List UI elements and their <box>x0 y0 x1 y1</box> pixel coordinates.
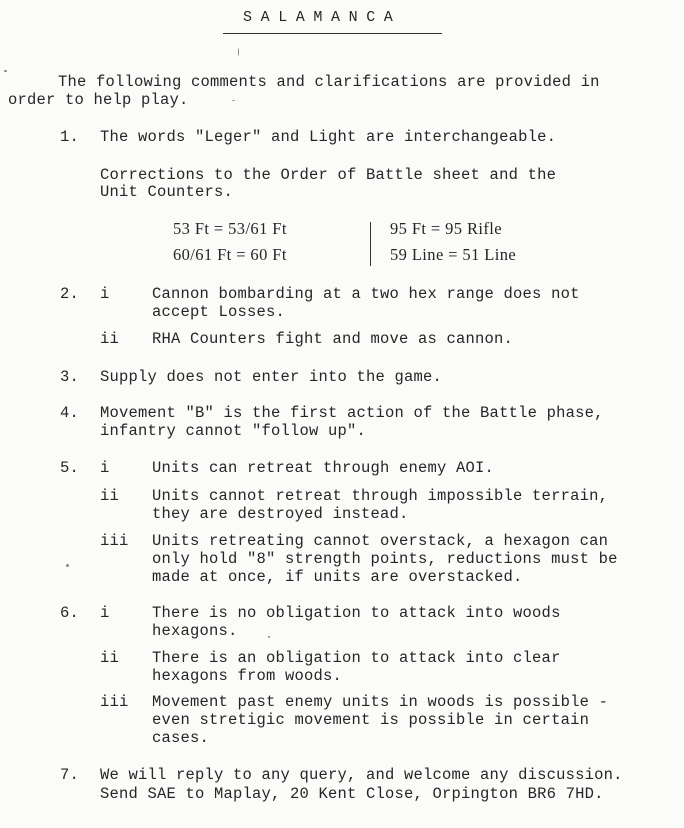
item-4-line-1: Movement "B" is the first action of the Battle phase, <box>100 404 604 422</box>
item-5-sub-iii-line-2: only hold "8" strength points, reductions must be <box>152 550 618 568</box>
item-7-line-1: We will reply to any query, and welcome any discussion. <box>100 766 623 784</box>
item-5-sub-ii-label: ii <box>100 487 120 505</box>
item-6-sub-i-label: i <box>100 604 110 622</box>
item-6-number: 6. <box>60 604 80 622</box>
scan-speck <box>268 636 270 638</box>
item-1-text: The words "Leger" and Light are interchangeable. <box>100 128 557 146</box>
item-6-sub-ii-label: ii <box>100 649 120 667</box>
item-5-sub-iii-line-1: Units retreating cannot overstack, a hexagon can <box>152 532 609 550</box>
item-5-number: 5. <box>60 459 80 477</box>
item-1-corrections-line-1: Corrections to the Order of Battle sheet and the <box>100 166 557 184</box>
scan-speck <box>4 70 7 72</box>
item-7-line-2: Send SAE to Maplay, 20 Kent Close, Orpington BR6 7HD. <box>100 785 604 803</box>
item-6-sub-iii-label: iii <box>100 693 129 711</box>
item-2-sub-ii-line-1: RHA Counters fight and move as cannon. <box>152 330 514 348</box>
scan-speck <box>232 100 235 101</box>
correction-row-1-left: 53 Ft = 53/61 Ft <box>173 219 287 238</box>
correction-table-divider <box>370 222 371 266</box>
item-4-number: 4. <box>60 404 80 422</box>
item-5-sub-i-line-1: Units can retreat through enemy AOI. <box>152 459 495 477</box>
item-2-sub-i-line-2: accept Losses. <box>152 303 286 321</box>
correction-row-1-right: 95 Ft = 95 Rifle <box>390 219 502 238</box>
correction-row-2-right: 59 Line = 51 Line <box>390 245 517 264</box>
intro-line-1: The following comments and clarifications are provided in <box>58 73 600 91</box>
intro-line-2: order to help play. <box>8 91 189 109</box>
item-6-sub-i-line-1: There is no obligation to attack into woods <box>152 604 561 622</box>
item-3-text: Supply does not enter into the game. <box>100 368 443 386</box>
scan-speck <box>66 564 69 567</box>
item-6-sub-ii-line-2: hexagons from woods. <box>152 667 343 685</box>
item-3-number: 3. <box>60 368 80 386</box>
page-title: SALAMANCA <box>243 9 402 26</box>
item-6-sub-iii-line-3: cases. <box>152 729 210 747</box>
item-5-sub-iii-line-3: made at once, if units are overstacked. <box>152 568 523 586</box>
item-2-number: 2. <box>60 285 80 303</box>
item-6-sub-iii-line-1: Movement past enemy units in woods is possible - <box>152 693 609 711</box>
item-5-sub-ii-line-2: they are destroyed instead. <box>152 505 409 523</box>
item-5-sub-i-label: i <box>100 459 110 477</box>
scan-speck <box>238 48 239 56</box>
item-7-number: 7. <box>60 766 80 784</box>
item-2-sub-ii-label: ii <box>100 330 120 348</box>
item-6-sub-ii-line-1: There is an obligation to attack into clear <box>152 649 561 667</box>
item-1-corrections-line-2: Unit Counters. <box>100 183 234 201</box>
item-2-sub-i-line-1: Cannon bombarding at a two hex range does not <box>152 285 580 303</box>
item-1-number: 1. <box>60 128 80 146</box>
title-underline <box>223 33 442 34</box>
item-6-sub-i-line-2: hexagons. <box>152 622 238 640</box>
item-6-sub-iii-line-2: even stretigic movement is possible in certain <box>152 711 590 729</box>
item-5-sub-ii-line-1: Units cannot retreat through impossible terrain, <box>152 487 609 505</box>
correction-row-2-left: 60/61 Ft = 60 Ft <box>173 245 287 264</box>
item-5-sub-iii-label: iii <box>100 532 129 550</box>
item-2-sub-i-label: i <box>100 285 110 303</box>
item-4-line-2: infantry cannot "follow up". <box>100 422 367 440</box>
